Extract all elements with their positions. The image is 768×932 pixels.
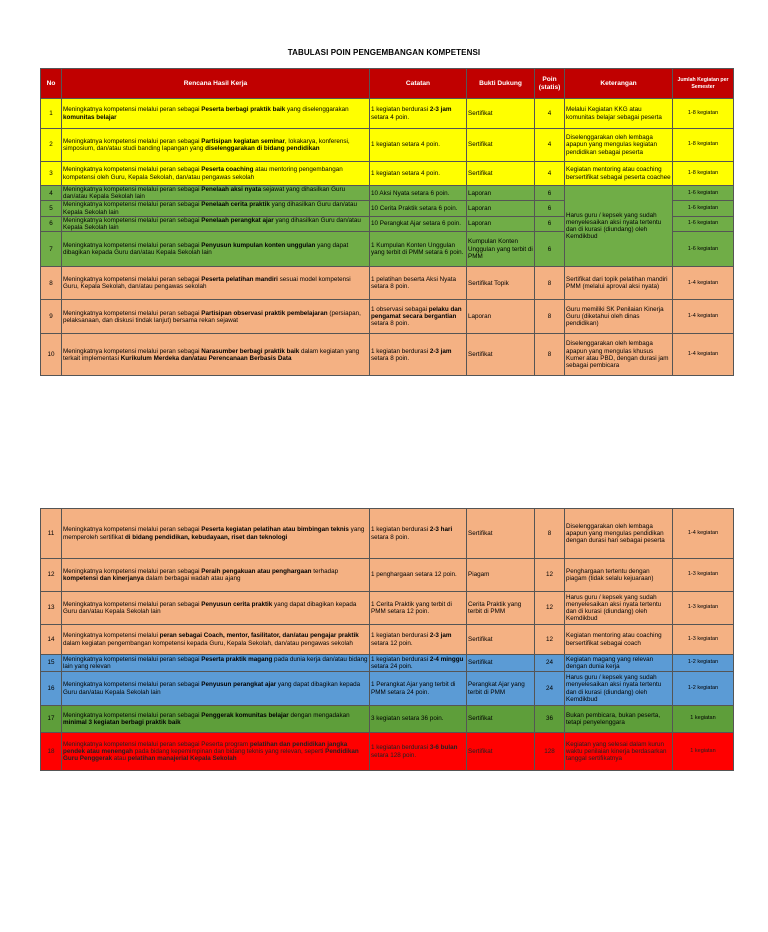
header-no: No	[41, 69, 62, 99]
rencana-hasil-kerja-cell	[62, 625, 370, 655]
keterangan-cell: Kegiatan magang yang relevan dengan dunia kerja	[565, 655, 673, 672]
keterangan-cell: Diselenggarakan oleh lembaga apapun yang mengulas pendidikan dengan durasi hari sebagai peserta	[565, 509, 673, 559]
rhk-segment: Meningkatnya kompetensi melalui peran sebagai	[63, 166, 202, 174]
catatan-cell	[370, 733, 467, 771]
table-row	[41, 733, 734, 771]
table-row	[41, 162, 734, 186]
rhk-segment: Meningkatnya kompetensi melalui peran sebagai	[63, 600, 202, 608]
bukti-dukung-cell: Sertifikat	[467, 625, 535, 655]
catatan-segment: 1 Perangkat Ajar yang terbit di PMM setara 24 poin.	[371, 681, 456, 696]
row-number: 12	[41, 559, 62, 592]
catatan-segment: 1 pelatihan beserta Aksi Nyata setara 8 poin.	[371, 276, 457, 291]
rhk-segment: Penyusun kumpulan konten unggulan	[201, 242, 316, 250]
row-number: 15	[41, 655, 62, 672]
row-number: 1	[41, 99, 62, 129]
row-number: 6	[41, 216, 62, 231]
rhk-segment: Penyusun cerita praktik	[201, 600, 273, 608]
jumlah-kegiatan-cell: 1-4 kegiatan	[673, 267, 734, 300]
rhk-segment: yang dapat dibagikan kepada Guru dan/atau Kepala Sekolah lain	[63, 600, 357, 615]
catatan-segment: setara 8 poin.	[371, 533, 410, 541]
table-row	[41, 300, 734, 334]
catatan-segment: 10 Perangkat Ajar setara 6 poin.	[371, 220, 461, 228]
rhk-segment: Meningkatnya kompetensi melalui peran sebagai	[63, 347, 202, 355]
catatan-cell	[370, 162, 467, 186]
catatan-segment: 2-3 jam	[429, 347, 452, 355]
rhk-segment: Meningkatnya kompetensi melalui peran sebagai	[63, 655, 202, 663]
catatan-segment: 1 kegiatan setara 4 poin.	[371, 141, 440, 149]
bukti-dukung-cell: Perangkat Ajar yang terbit di PMM	[467, 672, 535, 706]
keterangan-cell: Diselenggarakan oleh lembaga apapun yang mengulas kegiatan pendidikan sebagai peserta	[565, 129, 673, 162]
jumlah-kegiatan-cell: 1-6 kegiatan	[673, 201, 734, 216]
rencana-hasil-kerja-cell	[62, 201, 370, 216]
rhk-segment: Meningkatnya kompetensi melalui peran sebagai	[63, 681, 202, 689]
table-row	[41, 672, 734, 706]
poin-cell: 4	[535, 162, 565, 186]
rhk-segment: sesuai model kompetensi Guru, Kepala Sekolah, dan/atau pengawas sekolah	[63, 276, 351, 291]
bukti-dukung-cell: Sertifikat	[467, 733, 535, 771]
bukti-dukung-cell: Sertifikat	[467, 129, 535, 162]
rhk-segment: Pendidikan Guru Penggerak	[63, 747, 359, 763]
rencana-hasil-kerja-cell	[62, 99, 370, 129]
table-row	[41, 592, 734, 625]
jumlah-kegiatan-cell: 1-4 kegiatan	[673, 300, 734, 334]
rhk-segment: yang dapat dibagikan kepada Guru dan/atau Kepala Sekolah lain	[63, 242, 349, 257]
rhk-segment: Meningkatnya kompetensi melalui peran sebagai	[63, 137, 202, 145]
bukti-dukung-cell: Sertifikat	[467, 509, 535, 559]
catatan-segment: 1 kegiatan berdurasi	[371, 744, 430, 752]
rhk-segment: Meningkatnya kompetensi melalui peran sebagai	[63, 526, 202, 534]
rhk-segment: Peraih pengakuan atau penghargaan	[201, 567, 312, 575]
bukti-dukung-cell: Cerita Praktik yang terbit di PMM	[467, 592, 535, 625]
rhk-segment: Meningkatnya kompetensi melalui	[63, 632, 160, 640]
catatan-segment: 1 kegiatan berdurasi	[371, 632, 430, 640]
table-row	[41, 655, 734, 672]
row-number: 3	[41, 162, 62, 186]
jumlah-kegiatan-cell: 1-3 kegiatan	[673, 559, 734, 592]
rhk-segment: Meningkatnya kompetensi melalui peran sebagai	[63, 186, 202, 193]
catatan-segment: 1 kegiatan berdurasi	[371, 526, 430, 534]
catatan-segment: setara 24 poin.	[371, 663, 413, 670]
table-row	[41, 509, 734, 559]
table-row	[41, 99, 734, 129]
bukti-dukung-cell: Laporan	[467, 216, 535, 231]
rencana-hasil-kerja-cell	[62, 216, 370, 231]
rencana-hasil-kerja-cell	[62, 186, 370, 201]
keterangan-cell: Guru memiliki SK Penilaian Kinerja Guru (diketahui oleh dinas pendidikan)	[565, 300, 673, 334]
row-number: 14	[41, 625, 62, 655]
bukti-dukung-cell: Laporan	[467, 300, 535, 334]
rhk-segment: Penelaah aksi nyata	[201, 186, 262, 193]
rhk-segment: Narasumber berbagi praktik baik	[201, 347, 300, 355]
rhk-segment: Meningkatnya kompetensi melalui peran sebagai	[63, 567, 202, 575]
rhk-segment: atau	[112, 755, 128, 763]
poin-cell: 24	[535, 672, 565, 706]
rhk-segment: Peserta kegiatan pelatihan atau bimbingan teknis	[201, 526, 349, 534]
keterangan-cell: Penghargaan tertentu dengan piagam (tidak selalu kejuaraan)	[565, 559, 673, 592]
poin-cell: 12	[535, 559, 565, 592]
rhk-segment: (persiapan, pelaksanaan, dan diskusi tindak lanjut) bersama rekan sejawat	[63, 309, 361, 324]
jumlah-kegiatan-cell: 1-2 kegiatan	[673, 655, 734, 672]
rhk-segment: Meningkatnya kompetensi melalui peran sebagai	[63, 711, 202, 719]
poin-cell: 8	[535, 267, 565, 300]
bukti-dukung-cell: Sertifikat	[467, 655, 535, 672]
header-bukti-dukung: Bukti Dukung	[467, 69, 535, 99]
catatan-cell	[370, 706, 467, 733]
catatan-segment: setara 8 poin.	[371, 320, 410, 328]
poin-cell: 8	[535, 300, 565, 334]
rencana-hasil-kerja-cell	[62, 267, 370, 300]
row-number: 2	[41, 129, 62, 162]
rhk-segment: Penyusun perangkat ajar	[201, 681, 277, 689]
page-title: TABULASI POIN PENGEMBANGAN KOMPETENSI	[287, 48, 481, 57]
catatan-cell	[370, 186, 467, 201]
jumlah-kegiatan-cell: 1-4 kegiatan	[673, 334, 734, 376]
rhk-segment: Meningkatnya kompetensi melalui peran sebagai	[63, 216, 202, 224]
row-number: 5	[41, 201, 62, 216]
catatan-cell	[370, 334, 467, 376]
table-row	[41, 706, 734, 733]
jumlah-kegiatan-cell: 1-8 kegiatan	[673, 99, 734, 129]
rhk-segment: yang dapat dibagikan kepada Guru dan/atau Kepala Sekolah lain	[63, 681, 361, 696]
rhk-segment: Peserta berbagi praktik baik	[201, 106, 286, 114]
rencana-hasil-kerja-cell	[62, 232, 370, 267]
rhk-segment: dalam kegiatan pengembangan kompetensi kepada Guru, Kepala Sekolah, dan/atau pengawas sekolah	[63, 639, 353, 647]
catatan-cell	[370, 300, 467, 334]
jumlah-kegiatan-cell: 1-2 kegiatan	[673, 672, 734, 706]
catatan-segment: 1 penghargaan setara 12 poin.	[371, 571, 457, 579]
catatan-cell	[370, 129, 467, 162]
bukti-dukung-cell: Sertifikat	[467, 162, 535, 186]
catatan-segment: 1 observasi sebagai	[371, 305, 429, 313]
catatan-segment: 1 Cerita Praktik yang terbit di PMM setara 12 poin.	[371, 600, 452, 615]
rhk-segment: pada dunia kerja dan/atau bidang lain yang relevan	[63, 655, 368, 670]
bukti-dukung-cell: Sertifikat Topik	[467, 267, 535, 300]
rhk-segment: Kurikulum Merdeka dan/atau Perencanaan Berbasis Data	[120, 354, 292, 362]
catatan-cell	[370, 267, 467, 300]
rhk-segment: pelatihan manajerial Kepala Sekolah	[127, 755, 237, 763]
catatan-cell	[370, 216, 467, 231]
rhk-segment: atau mentoring pengembangan kompetensi oleh Guru, Kepala Sekolah, dan/atau pengawas sekolah	[63, 166, 343, 181]
rencana-hasil-kerja-cell	[62, 300, 370, 334]
poin-cell: 24	[535, 655, 565, 672]
jumlah-kegiatan-cell: 1-8 kegiatan	[673, 162, 734, 186]
catatan-segment: 1 kegiatan berdurasi	[371, 655, 430, 663]
rhk-segment: pelatihan dan pendidikan jangka pendek atau menengah	[63, 740, 348, 755]
rhk-segment: yang memperoleh sertifikat	[63, 526, 365, 541]
header-catatan: Catatan	[370, 69, 467, 99]
rhk-segment: komunitas belajar	[63, 113, 117, 121]
row-number: 7	[41, 232, 62, 267]
jumlah-kegiatan-cell: 1-8 kegiatan	[673, 129, 734, 162]
row-number: 8	[41, 267, 62, 300]
row-number: 17	[41, 706, 62, 733]
table-body-part-2	[41, 509, 734, 771]
rhk-segment: di bidang pendidikan, kebudayaan, riset dan teknologi	[124, 533, 288, 541]
catatan-cell	[370, 625, 467, 655]
rhk-segment: Peserta pelatihan mandiri	[201, 276, 278, 284]
catatan-cell	[370, 201, 467, 216]
jumlah-kegiatan-cell: 1 kegiatan	[673, 706, 734, 733]
poin-cell: 12	[535, 592, 565, 625]
poin-cell: 6	[535, 232, 565, 267]
rhk-segment: Peserta praktik magang	[201, 655, 273, 663]
catatan-segment: pelaku dan pengamat secara bergantian	[371, 305, 462, 321]
keterangan-cell: Kegiatan yang selesai dalam kurun waktu penilaian kinerja berdasarkan tanggal sertifikatnya	[565, 733, 673, 771]
table-row	[41, 559, 734, 592]
jumlah-kegiatan-cell: 1-6 kegiatan	[673, 232, 734, 267]
bukti-dukung-cell: Sertifikat	[467, 706, 535, 733]
rhk-segment: Penggerak komunitas belajar	[201, 711, 289, 719]
poin-cell: 6	[535, 186, 565, 201]
catatan-cell	[370, 509, 467, 559]
table-row	[41, 334, 734, 376]
bukti-dukung-cell: Sertifikat	[467, 99, 535, 129]
rhk-segment: Meningkatnya kompetensi melalui peran sebagai	[63, 242, 202, 250]
bukti-dukung-cell: Piagam	[467, 559, 535, 592]
table-body-part-1	[41, 99, 734, 376]
rhk-segment: peran sebagai Coach, mentor, fasilitator, dan/atau pengajar praktik	[159, 632, 359, 640]
poin-cell: 8	[535, 509, 565, 559]
rhk-segment: sejawat yang dihasilkan Guru dan/atau Kepala Sekolah lain	[63, 186, 346, 201]
rhk-segment: Penelaah cerita praktik	[201, 201, 270, 209]
catatan-segment: 1 kegiatan berdurasi	[371, 347, 430, 355]
rhk-segment: Penelaah perangkat ajar	[201, 216, 274, 224]
keterangan-cell: Kegiatan mentoring atau coaching bersertifikat sebagai peserta coachee	[565, 162, 673, 186]
catatan-segment: 2-3 jam	[429, 632, 452, 640]
rencana-hasil-kerja-cell	[62, 592, 370, 625]
catatan-segment: 1 kegiatan berdurasi	[371, 106, 430, 114]
catatan-cell	[370, 592, 467, 625]
rencana-hasil-kerja-cell	[62, 509, 370, 559]
poin-cell: 4	[535, 129, 565, 162]
catatan-segment: setara 8 poin.	[371, 354, 410, 362]
rhk-segment: Peserta coaching	[201, 166, 254, 174]
rhk-segment: dengan mengadakan	[288, 711, 350, 719]
row-number: 10	[41, 334, 62, 376]
keterangan-cell: Harus guru / kepsek yang sudah menyelesaikan aksi nyata tertentu dan di kurasi (diundang) oleh Kemdikbud	[565, 186, 673, 267]
bukti-dukung-cell: Kumpulan Konten Unggulan yang terbit di PMM	[467, 232, 535, 267]
rhk-segment: Meningkatnya kompetensi melalui peran sebagai	[63, 201, 202, 209]
bukti-dukung-cell: Sertifikat	[467, 334, 535, 376]
row-number: 18	[41, 733, 62, 771]
header-poin: Poin (statis)	[535, 69, 565, 99]
keterangan-cell: Kegiatan mentoring atau coaching bersertifikat sebagai coach	[565, 625, 673, 655]
keterangan-cell: Melalui Kegiatan KKG atau komunitas belajar sebagai peserta	[565, 99, 673, 129]
rhk-segment: dalam berbagai wadah atau ajang	[143, 575, 241, 582]
rhk-segment: Partisipan observasi praktik pembelajaran	[201, 309, 328, 317]
rhk-segment: Meningkatnya kompetensi melalui peran sebagai Peserta program	[63, 740, 250, 748]
row-number: 4	[41, 186, 62, 201]
catatan-segment: 2-3 hari	[429, 526, 453, 534]
catatan-segment: 1 Kumpulan Konten Unggulan yang terbit di PMM setara 6 poin.	[371, 242, 464, 257]
header-rencana-hasil-kerja: Rencana Hasil Kerja	[62, 69, 370, 99]
rhk-segment: Meningkatnya kompetensi melalui peran sebagai	[63, 106, 202, 114]
rhk-segment: Meningkatnya kompetensi melalui peran sebagai	[63, 309, 202, 317]
keterangan-cell: Sertifikat dari topik pelatihan mandiri PMM (melalui aproval aksi nyata)	[565, 267, 673, 300]
rhk-segment: yang diselenggarakan	[285, 106, 349, 114]
rhk-segment: terhadap	[311, 567, 339, 575]
catatan-cell	[370, 99, 467, 129]
rhk-segment: yang dihasilkan Guru dan/atau Kepala Sekolah lain	[63, 201, 358, 216]
catatan-cell	[370, 232, 467, 267]
rhk-segment: diselenggarakan di bidang pendidikan	[205, 145, 320, 152]
catatan-segment: 10 Aksi Nyata setara 6 poin.	[371, 189, 450, 197]
catatan-cell	[370, 672, 467, 706]
rhk-segment: , lokakarya, konferensi, simposium, dan/atau studi banding lapangan yang	[63, 137, 350, 152]
table-row	[41, 129, 734, 162]
catatan-segment: 2-3 jam	[429, 106, 452, 114]
jumlah-kegiatan-cell: 1-6 kegiatan	[673, 216, 734, 231]
rhk-segment: dalam kegiatan yang terkait implementasi	[63, 347, 360, 362]
catatan-cell	[370, 655, 467, 672]
keterangan-cell: Harus guru / kepsek yang sudah menyelesaikan aksi nyata tertentu dan di kurasi (diundang) oleh Kemdikbud	[565, 592, 673, 625]
keterangan-cell: Diselenggarakan oleh lembaga apapun yang mengulas khusus Kumer atau PBD, dengan durasi jam sebagai pembicara	[565, 334, 673, 376]
poin-cell: 6	[535, 216, 565, 231]
jumlah-kegiatan-cell: 1-3 kegiatan	[673, 592, 734, 625]
rhk-segment: kompetensi dan kinerjanya	[63, 575, 144, 582]
catatan-cell	[370, 559, 467, 592]
table-row	[41, 625, 734, 655]
keterangan-cell: Harus guru / kepsek yang sudah menyelesaikan aksi nyata tertentu dan di kurasi (diundang) oleh Kemdikbud	[565, 672, 673, 706]
rencana-hasil-kerja-cell	[62, 559, 370, 592]
header-jumlah-kegiatan: Jumlah Kegiatan per Semester	[673, 69, 734, 99]
catatan-segment: setara 12 poin.	[371, 639, 413, 647]
poin-cell: 128	[535, 733, 565, 771]
jumlah-kegiatan-cell: 1-3 kegiatan	[673, 625, 734, 655]
rhk-segment: minimal 3 kegiatan berbagi praktik baik	[63, 719, 181, 726]
rencana-hasil-kerja-cell	[62, 655, 370, 672]
row-number: 9	[41, 300, 62, 334]
rhk-segment: yang dihasilkan Guru dan/atau Kepala Sekolah lain	[63, 216, 361, 232]
table-row	[41, 267, 734, 300]
poin-cell: 8	[535, 334, 565, 376]
jumlah-kegiatan-cell: 1 kegiatan	[673, 733, 734, 771]
rhk-segment: Meningkatnya kompetensi melalui peran sebagai	[63, 276, 202, 284]
header-keterangan: Keterangan	[565, 69, 673, 99]
row-number: 16	[41, 672, 62, 706]
catatan-segment: 10 Cerita Praktik setara 6 poin.	[371, 205, 458, 212]
rencana-hasil-kerja-cell	[62, 162, 370, 186]
catatan-segment: 3 kegiatan setara 36 poin.	[371, 715, 444, 723]
rhk-segment: Partisipan kegiatan seminar	[201, 137, 285, 145]
rencana-hasil-kerja-cell	[62, 733, 370, 771]
table-row	[41, 186, 734, 201]
catatan-segment: 1 kegiatan setara 4 poin.	[371, 169, 440, 177]
bukti-dukung-cell: Laporan	[467, 201, 535, 216]
rhk-segment: pada bidang kepemimpinan dan bidang teknis yang relevan, seperti	[132, 747, 326, 755]
poin-cell: 36	[535, 706, 565, 733]
rencana-hasil-kerja-cell	[62, 334, 370, 376]
catatan-segment: setara 4 poin.	[371, 113, 410, 121]
jumlah-kegiatan-cell: 1-6 kegiatan	[673, 186, 734, 201]
competency-table-part-2	[40, 508, 734, 771]
row-number: 11	[41, 509, 62, 559]
poin-cell: 4	[535, 99, 565, 129]
jumlah-kegiatan-cell: 1-4 kegiatan	[673, 509, 734, 559]
bukti-dukung-cell: Laporan	[467, 186, 535, 201]
catatan-segment: 3-6 bulan	[429, 744, 458, 752]
rencana-hasil-kerja-cell	[62, 706, 370, 733]
rencana-hasil-kerja-cell	[62, 672, 370, 706]
rencana-hasil-kerja-cell	[62, 129, 370, 162]
poin-cell: 6	[535, 201, 565, 216]
keterangan-cell: Bukan pembicara, bukan peserta, tetapi penyelenggara	[565, 706, 673, 733]
catatan-segment: 2-4 minggu	[429, 655, 464, 663]
poin-cell: 12	[535, 625, 565, 655]
row-number: 13	[41, 592, 62, 625]
catatan-segment: setara 128 poin.	[371, 751, 417, 759]
competency-table-part-1	[40, 68, 734, 376]
